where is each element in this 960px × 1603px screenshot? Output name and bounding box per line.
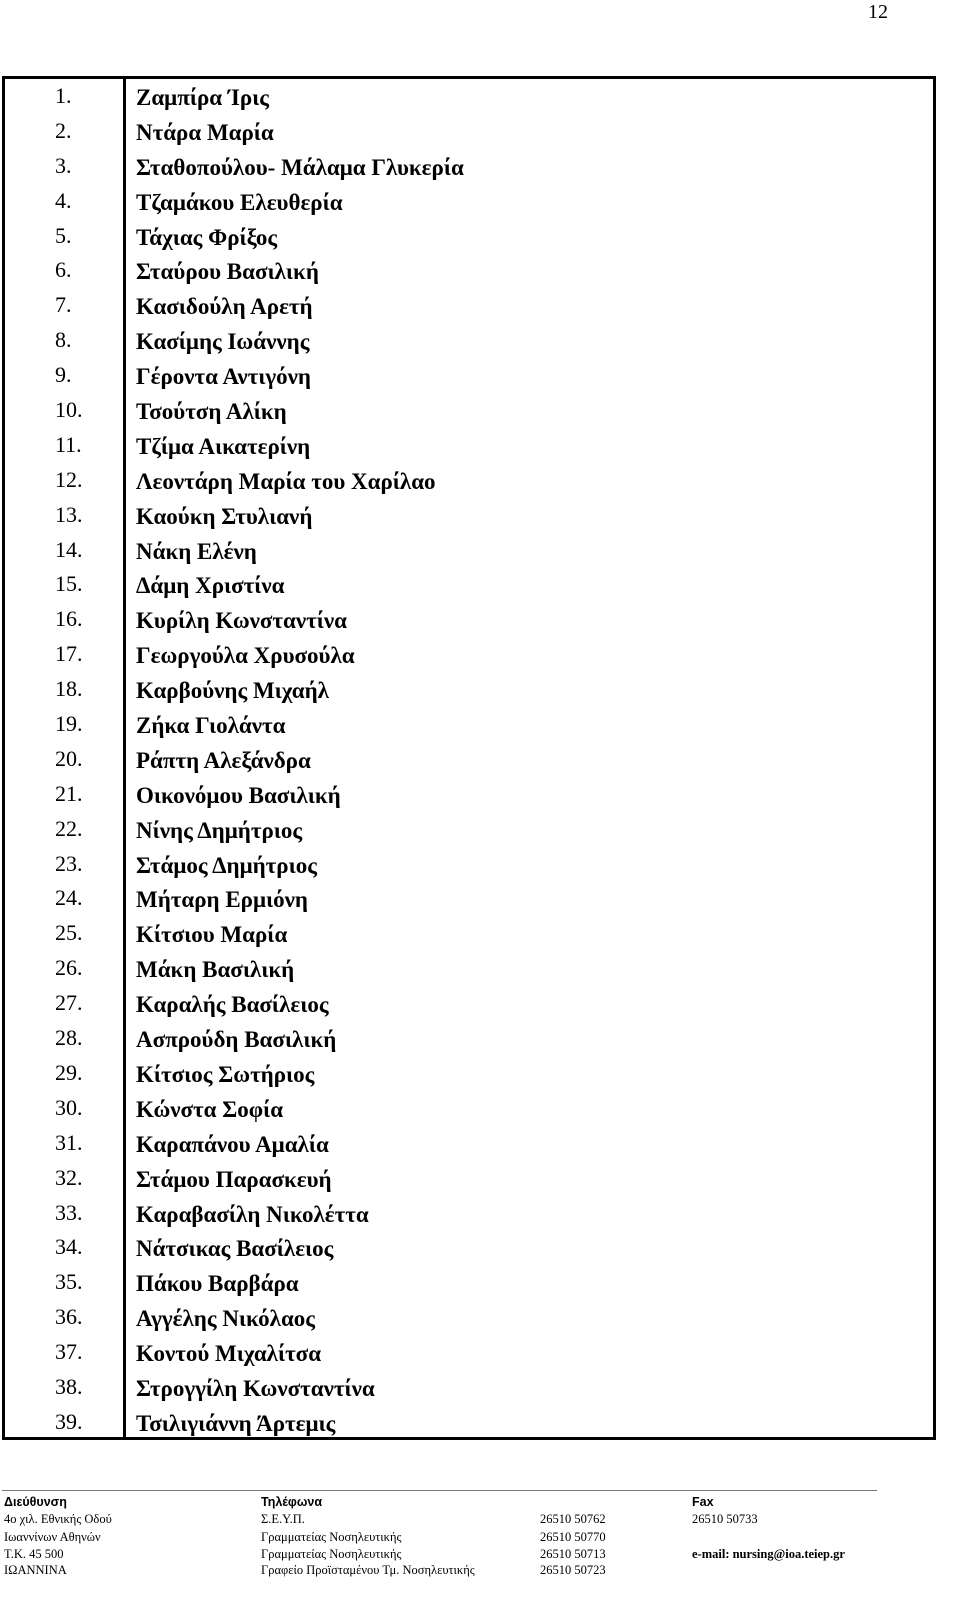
list-item-number: 12. — [55, 466, 83, 492]
list-item — [5, 1161, 933, 1196]
list-item-name: Μήταρη Ερμιόνη — [136, 887, 308, 913]
address-line-4: ΙΩΑΝΝΙΝΑ — [4, 1563, 67, 1577]
list-item — [5, 567, 933, 602]
list-item — [5, 1091, 933, 1126]
list-item-name: Τσούτση Αλίκη — [136, 399, 287, 425]
list-item-name: Μάκη Βασιλική — [136, 957, 295, 983]
footer-rule — [2, 1490, 877, 1491]
list-item-number: 23. — [55, 850, 83, 876]
list-item-name: Γέροντα Αντιγόνη — [136, 364, 311, 390]
list-item-number: 39. — [55, 1408, 83, 1434]
list-item-name: Τζαμάκου Ελευθερία — [136, 189, 343, 215]
list-item-number: 7. — [55, 292, 72, 318]
list-item-name: Σταύρου Βασιλική — [136, 259, 319, 285]
address-line-2: Ιωαννίνων Αθηνών — [4, 1530, 101, 1544]
list-item — [5, 812, 933, 847]
phones-heading: Τηλέφωνα — [261, 1495, 323, 1509]
list-item-number: 38. — [55, 1373, 83, 1399]
list-item-number: 17. — [55, 641, 83, 667]
address-line-1: 4ο χιλ. Εθνικής Οδού — [4, 1512, 112, 1526]
names-list-box — [2, 76, 936, 1440]
list-item-number: 31. — [55, 1129, 83, 1155]
list-item — [5, 1335, 933, 1370]
fax-number: 26510 50733 — [692, 1512, 758, 1526]
list-item-number: 8. — [55, 327, 72, 353]
list-item-number: 36. — [55, 1304, 83, 1330]
list-item-number: 6. — [55, 257, 72, 283]
list-item — [5, 1230, 933, 1265]
list-item-name: Σταθοπούλου- Μάλαμα Γλυκερία — [136, 154, 464, 180]
list-item-number: 15. — [55, 571, 83, 597]
list-item — [5, 1021, 933, 1056]
list-item-name: Νίνης Δημήτριος — [136, 817, 303, 843]
list-item-name: Ζαμπίρα Ίρις — [136, 85, 269, 110]
footer — [2, 1490, 958, 1603]
list-item — [5, 323, 933, 358]
phone-3-number: 26510 50713 — [540, 1547, 606, 1561]
list-item-number: 10. — [55, 397, 83, 423]
list-item-name: Ασπρούδη Βασιλική — [136, 1027, 337, 1053]
list-item — [5, 707, 933, 742]
list-item — [5, 149, 933, 184]
fax-heading: Fax — [692, 1495, 714, 1509]
list-item-name: Ράπτη Αλεξάνδρα — [136, 747, 311, 773]
list-item-name: Στάμος Δημήτριος — [136, 852, 317, 878]
list-item — [5, 847, 933, 882]
list-item — [5, 602, 933, 637]
list-item-name: Καρβούνης Μιχαήλ — [136, 678, 329, 704]
list-item — [5, 1056, 933, 1091]
list-item-name: Τζίμα Αικατερίνη — [136, 433, 311, 459]
list-item-number: 14. — [55, 536, 83, 562]
list-item-number: 32. — [55, 1164, 83, 1190]
list-item — [5, 672, 933, 707]
list-item-name: Κασιδούλη Αρετή — [136, 294, 313, 320]
phone-4-label: Γραφείο Προϊσταμένου Τμ. Νοσηλευτικής — [261, 1563, 475, 1577]
list-item — [5, 742, 933, 777]
list-item — [5, 1370, 933, 1405]
address-heading: Διεύθυνση — [4, 1495, 67, 1509]
list-item-name: Νάτσικας Βασίλειος — [136, 1236, 334, 1262]
names-list — [5, 79, 933, 1440]
list-item — [5, 114, 933, 149]
page-number: 12 — [868, 1, 888, 23]
list-item — [5, 184, 933, 219]
list-item-name: Πάκου Βαρβάρα — [136, 1271, 299, 1297]
list-item-name: Οικονόμου Βασιλική — [136, 782, 341, 808]
phone-3-label: Γραμματείας Νοσηλευτικής — [261, 1547, 402, 1561]
phone-2-label: Γραμματείας Νοσηλευτικής — [261, 1530, 402, 1544]
list-item-number: 13. — [55, 501, 83, 527]
email-address[interactable]: e-mail: nursing@ioa.teiep.gr — [692, 1547, 845, 1561]
list-item-number: 35. — [55, 1269, 83, 1295]
list-item-name: Κίτσιου Μαρία — [136, 922, 288, 948]
list-item-name: Γεωργούλα Χρυσούλα — [136, 643, 355, 669]
list-item-number: 21. — [55, 780, 83, 806]
list-item — [5, 393, 933, 428]
list-item-name: Κοντού Μιχαλίτσα — [136, 1341, 322, 1367]
phone-2-number: 26510 50770 — [540, 1530, 606, 1544]
list-item — [5, 1300, 933, 1335]
list-item-name: Καραλής Βασίλειος — [136, 992, 329, 1018]
list-item — [5, 637, 933, 672]
list-item-name: Καούκη Στυλιανή — [136, 503, 313, 529]
list-item — [5, 533, 933, 568]
list-item-number: 3. — [55, 152, 72, 178]
list-item-name: Λεοντάρη Μαρία του Χαρίλαο — [136, 468, 436, 494]
list-item — [5, 777, 933, 812]
list-item — [5, 288, 933, 323]
list-item-name: Στρογγίλη Κωνσταντίνα — [136, 1375, 375, 1401]
list-item-name: Στάμου Παρασκευή — [136, 1166, 332, 1192]
list-item-name: Κυρίλη Κωνσταντίνα — [136, 608, 347, 634]
list-item-number: 24. — [55, 885, 83, 911]
list-item-number: 34. — [55, 1234, 83, 1260]
phone-1-number: 26510 50762 — [540, 1512, 606, 1526]
list-item-name: Τάχιας Φρίξος — [136, 224, 278, 250]
list-item-number: 30. — [55, 1094, 83, 1120]
list-item — [5, 79, 933, 114]
phone-4-number: 26510 50723 — [540, 1563, 606, 1577]
list-item-name: Αγγέλης Νικόλαος — [136, 1306, 316, 1332]
list-item — [5, 498, 933, 533]
list-item — [5, 916, 933, 951]
list-item-name: Κασίμης Ιωάννης — [136, 329, 310, 355]
list-item-number: 19. — [55, 711, 83, 737]
list-item-number: 22. — [55, 815, 83, 841]
list-item-number: 26. — [55, 955, 83, 981]
list-item-name: Τσιλιγιάννη Άρτεμις — [136, 1410, 336, 1436]
list-item — [5, 253, 933, 288]
list-item-name: Δάμη Χριστίνα — [136, 573, 285, 599]
list-item — [5, 358, 933, 393]
list-item-number: 1. — [55, 83, 72, 108]
list-item-number: 18. — [55, 676, 83, 702]
list-item — [5, 1265, 933, 1300]
list-item — [5, 463, 933, 498]
list-item-number: 4. — [55, 187, 72, 213]
list-item-number: 9. — [55, 362, 72, 388]
list-item — [5, 1126, 933, 1161]
list-item-number: 37. — [55, 1339, 83, 1365]
list-item — [5, 986, 933, 1021]
list-item-number: 27. — [55, 990, 83, 1016]
list-item — [5, 219, 933, 254]
list-item-number: 5. — [55, 222, 72, 248]
list-item-name: Ντάρα Μαρία — [136, 119, 274, 145]
list-item-number: 28. — [55, 1025, 83, 1051]
list-item-name: Κίτσιος Σωτήριος — [136, 1061, 315, 1087]
list-item-name: Καραπάνου Αμαλία — [136, 1131, 329, 1157]
list-item — [5, 881, 933, 916]
list-item-number: 20. — [55, 745, 83, 771]
list-item-number: 2. — [55, 117, 72, 143]
list-item-name: Ζήκα Γιολάντα — [136, 713, 286, 739]
list-item-name: Νάκη Ελένη — [136, 538, 257, 564]
list-item-number: 25. — [55, 920, 83, 946]
address-line-3: Τ.Κ. 45 500 — [4, 1547, 64, 1561]
list-item-name: Κώνστα Σοφία — [136, 1096, 284, 1122]
list-item — [5, 1196, 933, 1231]
list-item — [5, 428, 933, 463]
list-item — [5, 1405, 933, 1440]
list-item-name: Καραβασίλη Νικολέττα — [136, 1201, 369, 1227]
list-item-number: 33. — [55, 1199, 83, 1225]
list-item-number: 16. — [55, 606, 83, 632]
list-item-number: 29. — [55, 1059, 83, 1085]
phone-1-label: Σ.Ε.Υ.Π. — [261, 1512, 305, 1526]
list-item-number: 11. — [55, 431, 82, 457]
list-item — [5, 951, 933, 986]
